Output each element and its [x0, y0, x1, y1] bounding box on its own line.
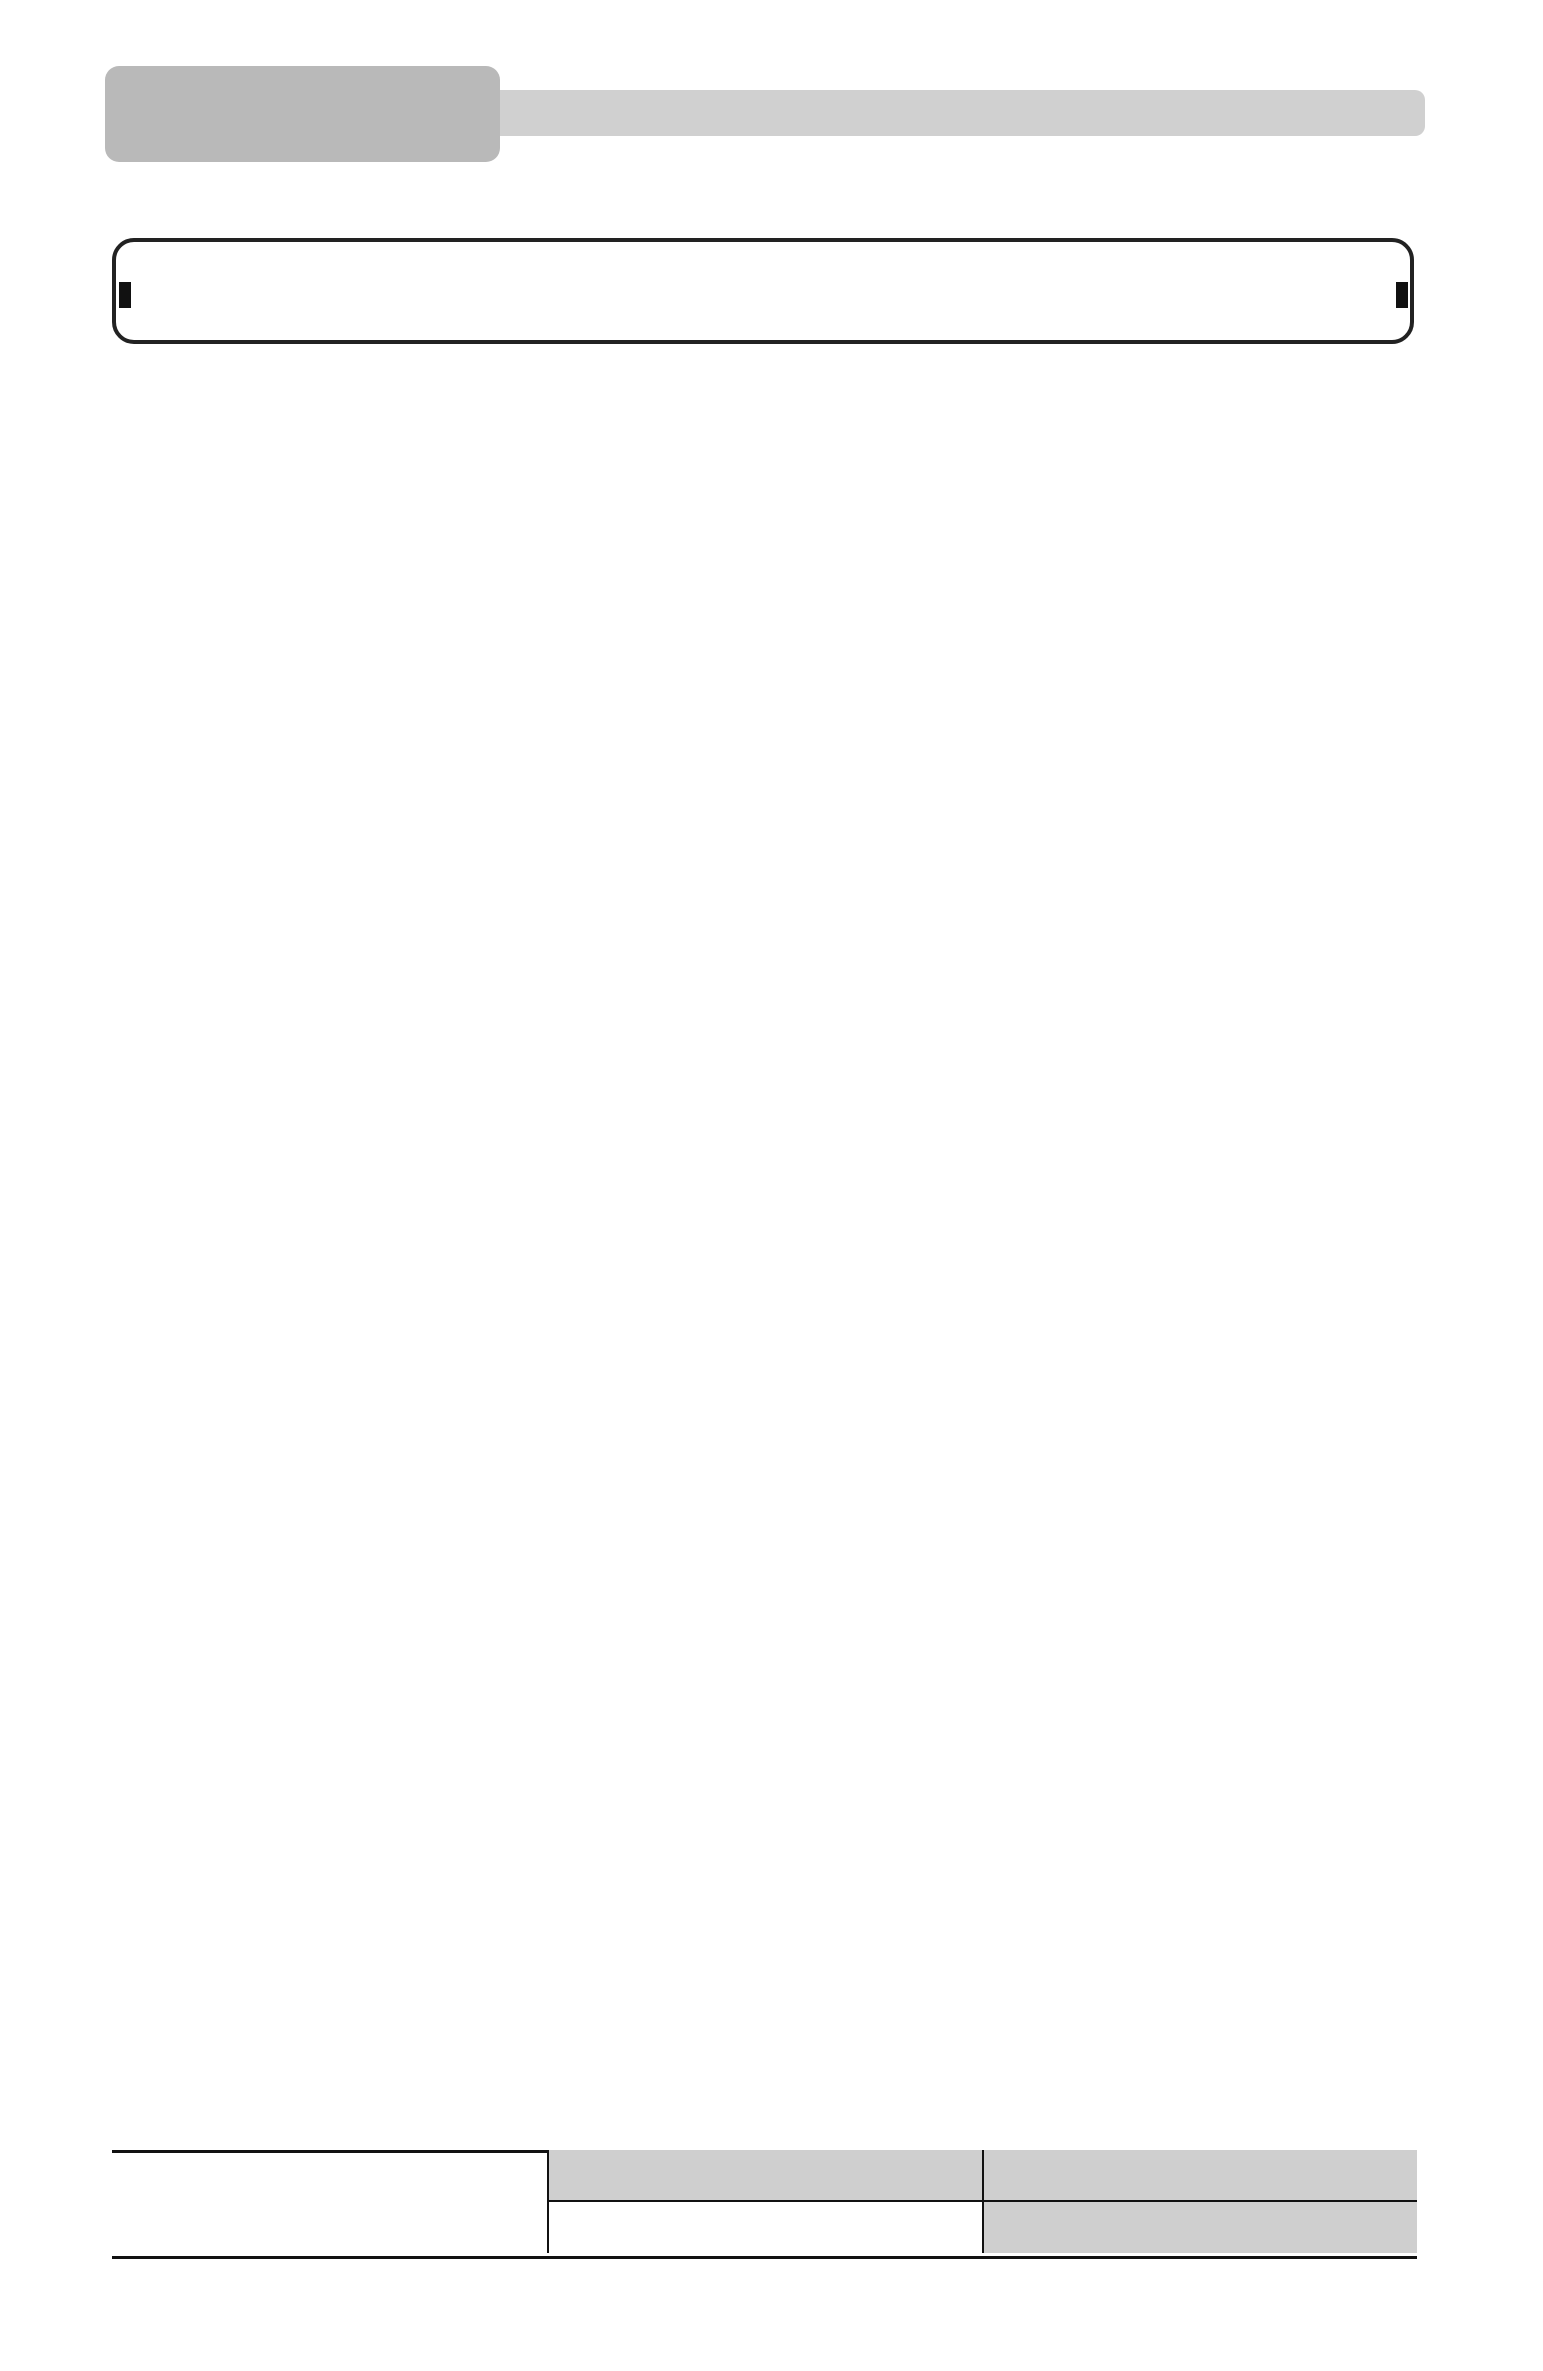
- title-bar: [490, 90, 1425, 136]
- col1-header: [547, 2150, 982, 2200]
- service-time-box: [112, 238, 1414, 344]
- col2-value: [982, 2200, 1417, 2253]
- box-left-mark: [119, 282, 131, 308]
- col1-value: [547, 2200, 982, 2253]
- title-tab: [105, 66, 500, 162]
- col2-header: [982, 2150, 1417, 2200]
- next-week-title: [112, 2150, 547, 2253]
- box-right-mark: [1396, 282, 1408, 308]
